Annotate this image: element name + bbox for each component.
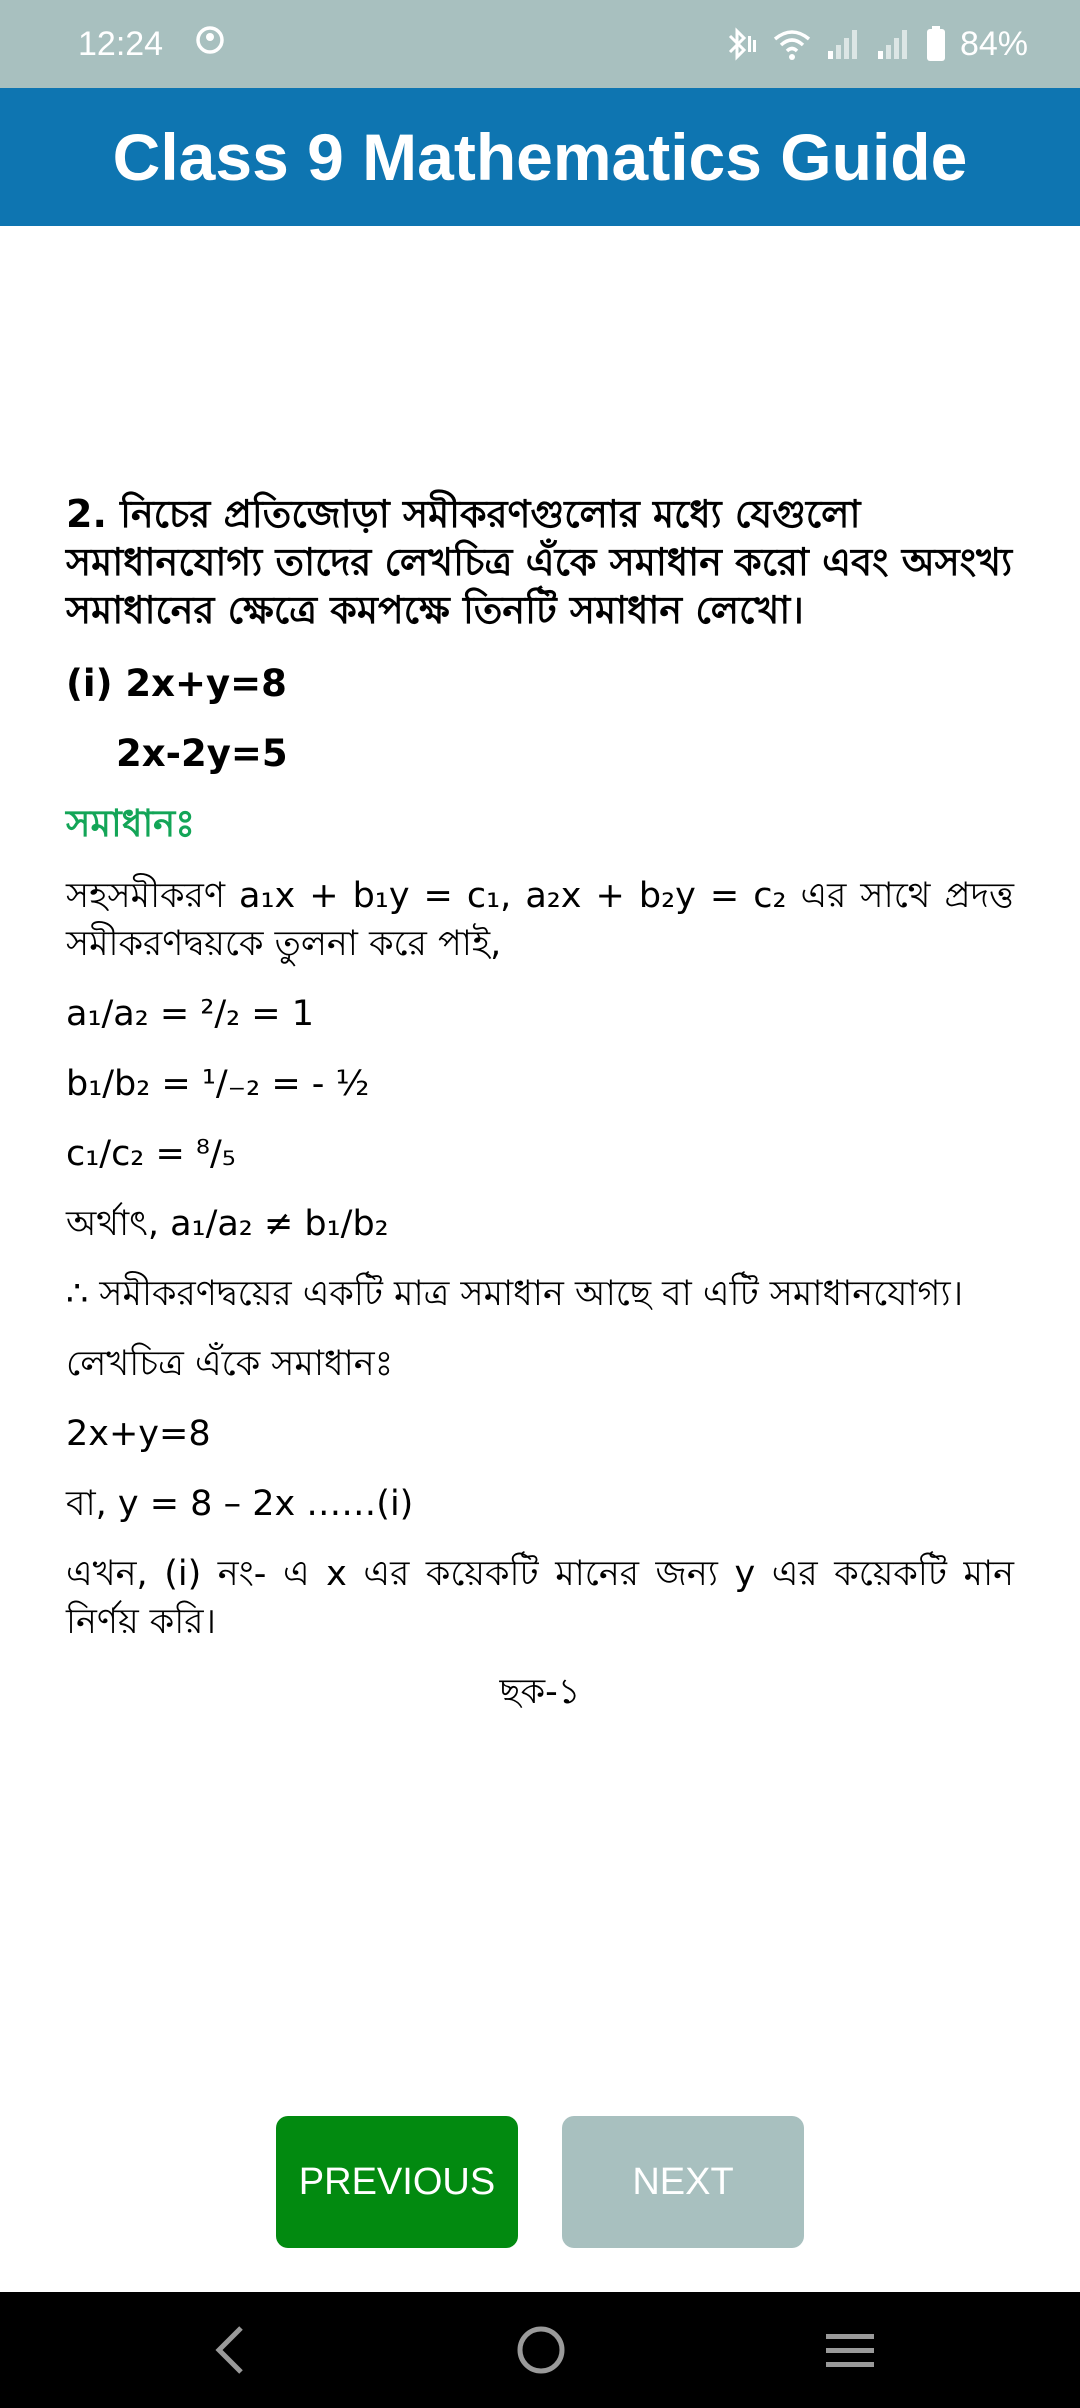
solution-line: এখন, (i) নং- এ x এর কয়েকটি মানের জন্য y এর কয়েকটি মান নির্ণয় করি। — [66, 1554, 1014, 1642]
question-text: 2. নিচের প্রতিজোড়া সমীকরণগুলোর মধ্যে যেগুলো সমাধানযোগ্য তাদের লেখচিত্র এঁকে সমাধান করো এবং অসংখ্য সমাধানের ক্ষেত্রে কমপক্ষে তিনটি সমাধান লেখো। — [66, 492, 1013, 632]
sync-icon — [195, 25, 225, 64]
solution-label: সমাধানঃ — [66, 802, 195, 845]
status-bar — [0, 0, 1080, 88]
solution-line: b₁/b₂ = ¹/₋₂ = - ½ — [66, 1064, 370, 1104]
status-time: 12:24 — [78, 24, 164, 63]
solution-line: বা, y = 8 – 2x ……(i) — [66, 1484, 414, 1524]
solution-line: সহসমীকরণ a₁x + b₁y = c₁, a₂x + b₂y = c₂ এর সাথে প্রদত্ত সমীকরণদ্বয়কে তুলনা করে পাই, — [66, 876, 1014, 964]
next-button[interactable]: NEXT — [562, 2116, 804, 2248]
solution-line: অর্থাৎ, a₁/a₂ ≠ b₁/b₂ — [66, 1204, 389, 1244]
signal-icon — [826, 27, 862, 61]
solution-line: c₁/c₂ = ⁸/₅ — [66, 1134, 236, 1174]
equation-1: (i) 2x+y=8 — [66, 662, 287, 705]
solution-line: a₁/a₂ = ²/₂ = 1 — [66, 994, 315, 1034]
solution-line: 2x+y=8 — [66, 1414, 211, 1454]
wifi-icon — [772, 27, 812, 61]
app-title: Class 9 Mathematics Guide — [112, 120, 968, 194]
signal-icon — [876, 27, 912, 61]
equation-2: 2x-2y=5 — [116, 732, 288, 775]
solution-line: ∴ সমীকরণদ্বয়ের একটি মাত্র সমাধান আছে বা এটি সমাধানযোগ্য। — [66, 1274, 964, 1314]
previous-button[interactable]: PREVIOUS — [276, 2116, 518, 2248]
app-bar — [0, 88, 1080, 226]
table-caption: ছক-১ — [499, 1672, 581, 1712]
solution-line: লেখচিত্র এঁকে সমাধানঃ — [66, 1344, 394, 1384]
home-icon[interactable] — [511, 2320, 571, 2384]
battery-percent: 84% — [959, 24, 1028, 63]
bluetooth-icon — [724, 26, 758, 62]
content-area — [66, 490, 1014, 1738]
navigation-bar — [0, 2292, 1080, 2408]
menu-icon[interactable] — [822, 2320, 878, 2384]
back-icon[interactable] — [205, 2320, 255, 2384]
battery-icon — [926, 26, 946, 62]
